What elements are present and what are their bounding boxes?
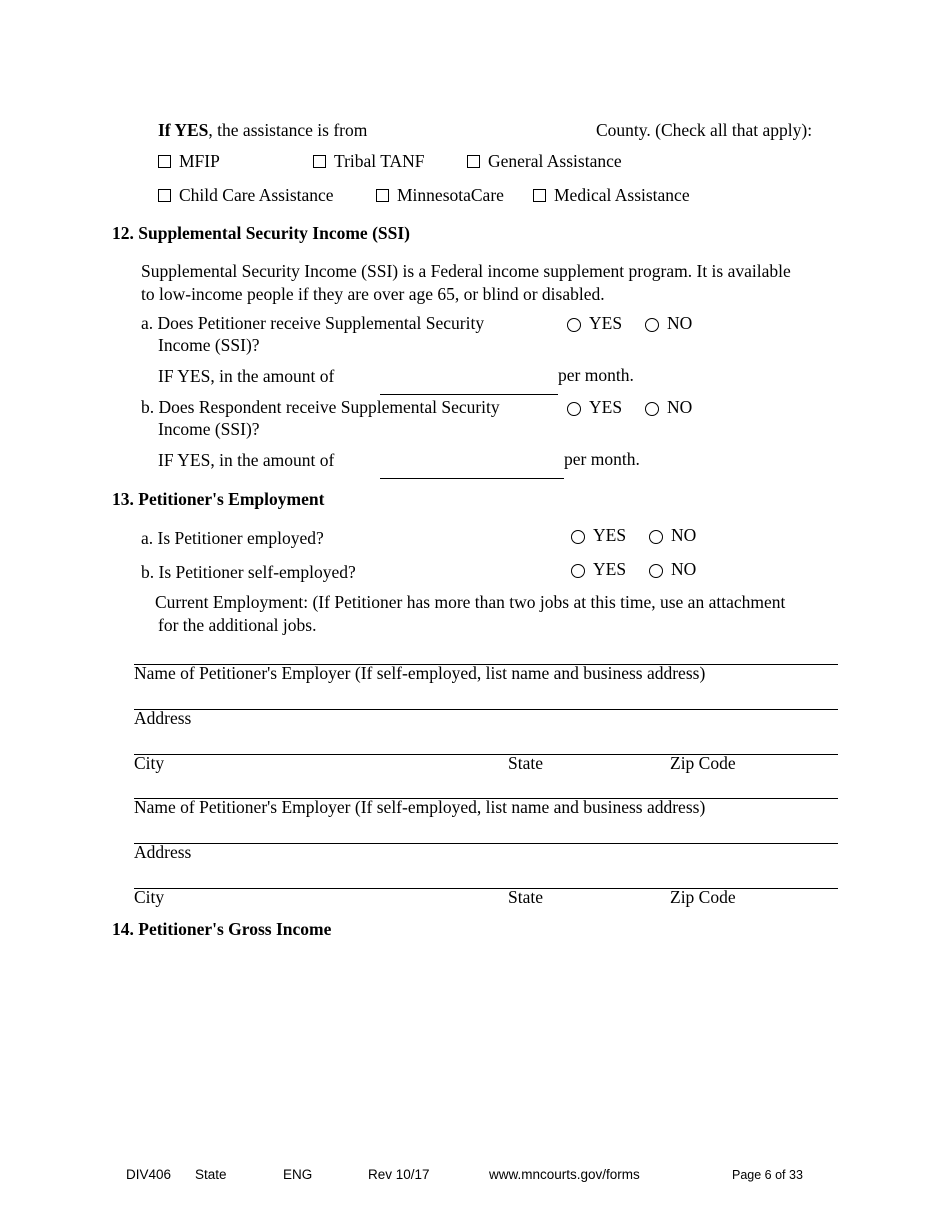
ssi-respondent-question-line1: b. Does Respondent receive Supplemental Security bbox=[141, 397, 500, 417]
employer1-city-label: City bbox=[134, 753, 165, 773]
self-employed-no-label: NO bbox=[671, 559, 697, 579]
ssi-petitioner-question-line1: a. Does Petitioner receive Supplemental Security bbox=[141, 313, 485, 333]
medical-assistance-checkbox[interactable] bbox=[533, 189, 546, 202]
gross-income-heading: 14. Petitioner's Gross Income bbox=[112, 919, 332, 939]
ssi-respondent-no-radio[interactable] bbox=[645, 402, 659, 416]
minnesotacare-checkbox[interactable] bbox=[376, 189, 389, 202]
footer-language: ENG bbox=[283, 1167, 313, 1182]
employment-heading: 13. Petitioner's Employment bbox=[112, 489, 325, 509]
current-employment-line2: for the additional jobs. bbox=[158, 615, 317, 635]
self-employed-question: b. Is Petitioner self-employed? bbox=[141, 562, 356, 582]
ssi-respondent-per-month: per month. bbox=[564, 449, 640, 469]
ssi-petitioner-no-radio[interactable] bbox=[645, 318, 659, 332]
county-label: County. (Check all that apply): bbox=[596, 120, 813, 140]
ssi-respondent-question-line2: Income (SSI)? bbox=[158, 419, 260, 439]
employer2-city-label: City bbox=[134, 887, 165, 907]
child-care-assistance-checkbox[interactable] bbox=[158, 189, 171, 202]
ssi-respondent-amount-label: IF YES, in the amount of bbox=[158, 450, 335, 470]
assistance-if-yes-text bbox=[158, 120, 367, 142]
if-yes-bold: If YES bbox=[158, 120, 209, 140]
ssi-respondent-yes-radio[interactable] bbox=[567, 402, 581, 416]
general-assistance-checkbox[interactable] bbox=[467, 155, 480, 168]
employer1-state-label: State bbox=[508, 753, 543, 773]
medical-assistance-label: Medical Assistance bbox=[554, 185, 690, 205]
employed-yes-label: YES bbox=[593, 525, 627, 545]
employer2-state-label: State bbox=[508, 887, 543, 907]
ssi-respondent-amount-field[interactable] bbox=[380, 478, 564, 479]
employed-question: a. Is Petitioner employed? bbox=[141, 528, 324, 548]
footer-form-id: DIV406 bbox=[126, 1167, 172, 1182]
employed-no-radio[interactable] bbox=[649, 530, 663, 544]
employer1-address-field[interactable] bbox=[134, 709, 838, 710]
self-employed-no-radio[interactable] bbox=[649, 564, 663, 578]
ssi-respondent-yes-label: YES bbox=[589, 397, 623, 417]
ssi-petitioner-amount-label: IF YES, in the amount of bbox=[158, 366, 335, 386]
ssi-respondent-no-label: NO bbox=[667, 397, 693, 417]
footer-page-number: Page 6 of 33 bbox=[732, 1168, 803, 1182]
child-care-assistance-label: Child Care Assistance bbox=[179, 185, 334, 205]
ssi-petitioner-question-line2: Income (SSI)? bbox=[158, 335, 260, 355]
employer1-name-label: Name of Petitioner's Employer (If self-employed, list name and business address) bbox=[134, 663, 706, 683]
ssi-petitioner-per-month: per month. bbox=[558, 365, 634, 385]
mfip-checkbox[interactable] bbox=[158, 155, 171, 168]
ssi-description-line1: Supplemental Security Income (SSI) is a Federal income supplement program. It is available bbox=[141, 261, 791, 281]
employer2-name-label: Name of Petitioner's Employer (If self-employed, list name and business address) bbox=[134, 797, 706, 817]
ssi-description-line2: to low-income people if they are over age 65, or blind or disabled. bbox=[141, 284, 605, 304]
employer1-address-label: Address bbox=[134, 708, 192, 728]
ssi-petitioner-amount-field[interactable] bbox=[380, 394, 558, 395]
employer2-address-label: Address bbox=[134, 842, 192, 862]
ssi-heading: 12. Supplemental Security Income (SSI) bbox=[112, 223, 410, 243]
tribal-tanf-label: Tribal TANF bbox=[334, 151, 425, 171]
employed-yes-radio[interactable] bbox=[571, 530, 585, 544]
employed-no-label: NO bbox=[671, 525, 697, 545]
if-yes-rest: , the assistance is from bbox=[208, 120, 368, 140]
employer2-address-field[interactable] bbox=[134, 843, 838, 844]
minnesotacare-label: MinnesotaCare bbox=[397, 185, 504, 205]
self-employed-yes-label: YES bbox=[593, 559, 627, 579]
ssi-petitioner-no-label: NO bbox=[667, 313, 693, 333]
current-employment-line1: Current Employment: (If Petitioner has more than two jobs at this time, use an attachment bbox=[155, 592, 786, 612]
employer2-zip-label: Zip Code bbox=[670, 887, 736, 907]
ssi-petitioner-yes-radio[interactable] bbox=[567, 318, 581, 332]
footer-url[interactable]: www.mncourts.gov/forms bbox=[489, 1167, 640, 1182]
ssi-petitioner-yes-label: YES bbox=[589, 313, 623, 333]
self-employed-yes-radio[interactable] bbox=[571, 564, 585, 578]
footer-revision: Rev 10/17 bbox=[368, 1167, 430, 1182]
general-assistance-label: General Assistance bbox=[488, 151, 622, 171]
mfip-label: MFIP bbox=[179, 151, 220, 171]
employer1-zip-label: Zip Code bbox=[670, 753, 736, 773]
tribal-tanf-checkbox[interactable] bbox=[313, 155, 326, 168]
footer-state: State bbox=[195, 1167, 227, 1182]
